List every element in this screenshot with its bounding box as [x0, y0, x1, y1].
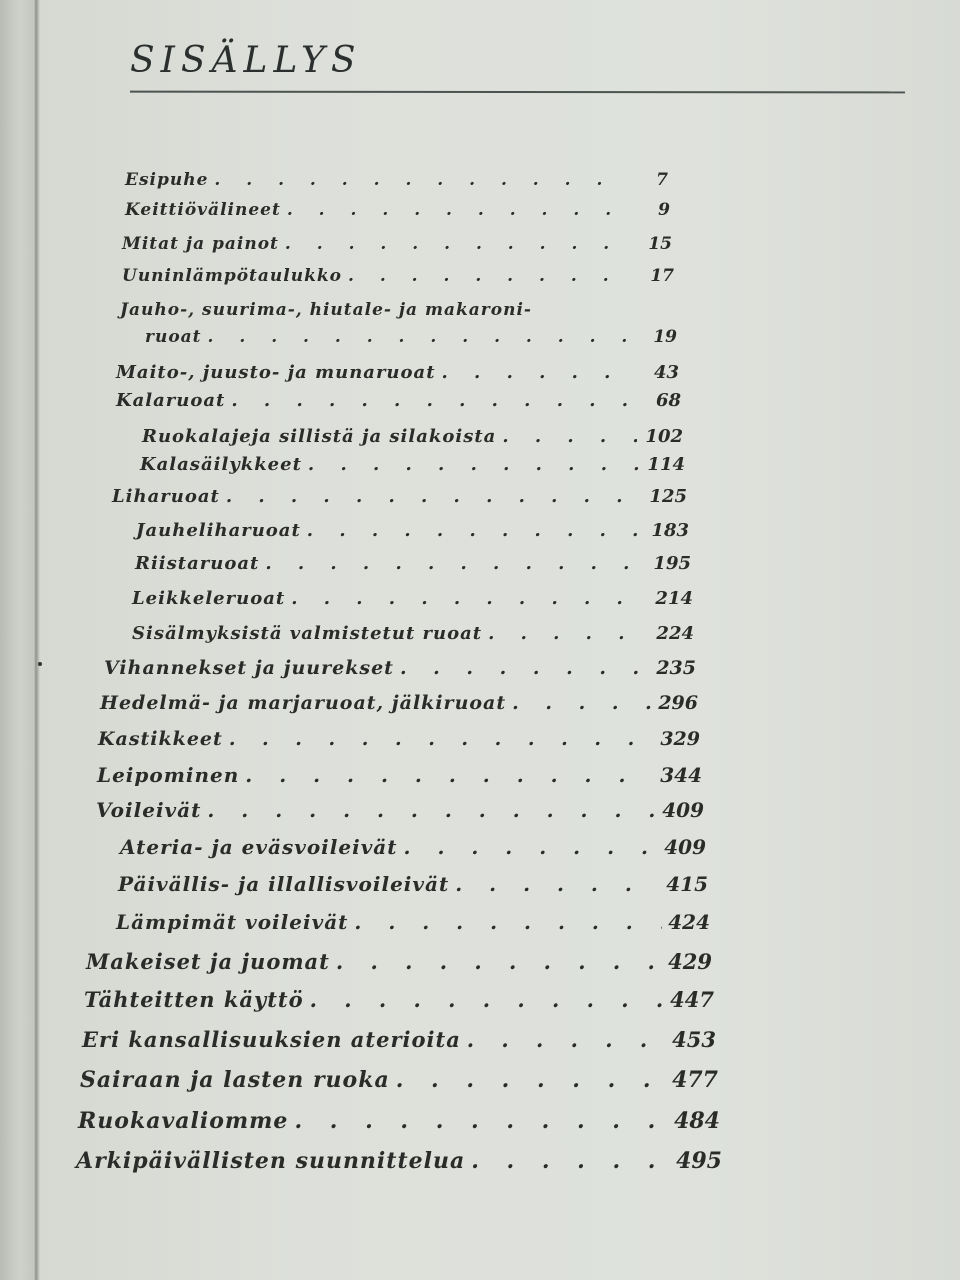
toc-entry-page: 19: [653, 327, 677, 347]
toc-entry-page: 224: [656, 623, 694, 644]
dot-leader: [207, 798, 656, 822]
toc-entry-page: 477: [672, 1067, 718, 1093]
toc-entry: [118, 872, 708, 896]
toc-entry: [80, 1067, 718, 1093]
toc-entry-page: 183: [651, 520, 689, 541]
toc-entry-label: Lämpimät voileivät: [116, 910, 349, 934]
toc-entry-page: 329: [660, 728, 700, 750]
toc-entry: [136, 520, 689, 541]
dot-leader: [229, 728, 654, 750]
toc-entry-label: Uuninlämpötaulukko: [122, 266, 342, 286]
dot-leader: [231, 390, 635, 411]
toc-entry-label: Mitat ja painot: [122, 234, 279, 254]
toc-entry-label: Kastikkeet: [98, 728, 223, 750]
toc-entry: [97, 763, 702, 787]
toc-entry: [122, 266, 674, 286]
toc-entry-label: Esipuhe: [125, 170, 209, 190]
toc-entry: [78, 1108, 720, 1134]
toc-entry: [84, 987, 714, 1012]
toc-entry-label: Sairaan ja lasten ruoka: [80, 1067, 390, 1093]
toc-entry-page: 9: [658, 200, 670, 220]
dot-leader: [307, 520, 643, 541]
toc-entry-page: 43: [653, 362, 679, 383]
toc-entry-page: 453: [672, 1027, 716, 1052]
toc-entry: [100, 692, 698, 714]
dot-leader: [442, 362, 633, 383]
toc-entry-label: Leikkeleruoat: [132, 588, 286, 609]
dot-leader: [308, 454, 639, 475]
toc-entry: [122, 234, 672, 254]
toc-entry-label: Makeiset ja juomat: [86, 949, 330, 974]
toc-entry: [120, 835, 706, 859]
toc-entry-page: 415: [666, 872, 708, 896]
dot-leader: [285, 234, 626, 254]
toc-entry-label: Eri kansallisuuksien aterioita: [82, 1027, 461, 1052]
toc-entry: [86, 949, 712, 974]
toc-entry: [132, 623, 694, 644]
dot-leader: [404, 835, 659, 859]
toc-entry: [140, 454, 685, 475]
toc-entry: [98, 728, 700, 750]
toc-entry: [135, 553, 691, 574]
toc-entry-label: Päivällis- ja illallisvoileivät: [118, 872, 450, 896]
toc-entry-page: 296: [658, 692, 698, 714]
toc-entry-label: Vihannekset ja juurekset: [104, 657, 394, 679]
toc-entry-page: 495: [676, 1148, 722, 1174]
dot-leader: [400, 657, 650, 679]
toc-entry: [76, 1148, 722, 1174]
dot-leader: [245, 763, 654, 787]
toc-entry-page: 17: [650, 266, 674, 286]
title-rule: [130, 91, 905, 94]
toc-entry-label: Ruokavaliomme: [78, 1108, 289, 1134]
dot-leader: [354, 910, 662, 934]
toc-entry-label: Maito-, juusto- ja munaruoat: [116, 362, 436, 383]
toc-entry-label: Kalaruoat: [116, 390, 226, 411]
toc-entry: [142, 426, 683, 447]
dot-leader: [208, 327, 631, 347]
toc-entry-page: 195: [653, 553, 691, 574]
toc-entry-page: 424: [668, 910, 710, 934]
toc-entry: [104, 657, 696, 679]
toc-entry-page: 68: [655, 390, 681, 411]
dot-leader: [471, 1148, 670, 1174]
page-title: SISÄLLYS: [130, 40, 362, 81]
toc-entry-label: Keittiövälineet: [125, 200, 281, 220]
toc-entry-label: Kalasäilykkeet: [140, 454, 302, 475]
toc-entry-page: 484: [674, 1108, 720, 1134]
toc-entry: [82, 1027, 716, 1052]
toc-entry-page: 7: [656, 170, 668, 190]
dot-leader: [455, 872, 660, 896]
toc-entry: [120, 300, 610, 320]
toc-entry-label: Tähteitten käyttö: [84, 987, 304, 1012]
toc-entry: [96, 798, 704, 822]
toc-entry: [132, 588, 693, 609]
toc-entry: [125, 170, 668, 190]
toc-entry-page: 409: [662, 798, 704, 822]
toc-entry-page: 15: [648, 234, 672, 254]
toc-entry-page: 409: [664, 835, 706, 859]
dot-leader: [294, 1108, 668, 1134]
toc-entry-label: Hedelmä- ja marjaruoat, jälkiruoat: [100, 692, 507, 714]
toc-entry-label: ruoat: [145, 327, 202, 347]
toc-entry-page: 214: [655, 588, 693, 609]
dot-leader: [348, 266, 628, 286]
toc-entry: [116, 362, 679, 383]
toc-entry-label: Voileivät: [96, 798, 202, 822]
toc-entry-label: Jauho-, suurima-, hiutale- ja makaroni-: [120, 300, 532, 320]
dot-leader: [488, 623, 648, 644]
dot-leader: [226, 486, 641, 507]
toc-entry-label: Ruokalajeja sillistä ja silakoista: [142, 426, 497, 447]
toc-entry-page: 235: [656, 657, 696, 679]
toc-entry-label: Jauheliharuoat: [136, 520, 301, 541]
dot-leader: [512, 692, 652, 714]
dot-leader: [336, 949, 662, 974]
toc-entry: [116, 910, 710, 934]
toc-entry-page: 125: [649, 486, 687, 507]
dot-leader: [214, 170, 622, 190]
toc-entry-label: Liharuoat: [112, 486, 220, 507]
toc-entry-label: Arkipäivällisten suunnittelua: [76, 1148, 466, 1174]
dot-leader: [467, 1027, 666, 1052]
toc-entry-page: 447: [670, 987, 714, 1012]
toc-entry-label: Leipominen: [97, 763, 240, 787]
toc-entry-page: 102: [645, 426, 683, 447]
toc-entry-label: Ateria- ja eväsvoileivät: [120, 835, 398, 859]
dot-leader: [396, 1067, 666, 1093]
toc-entry-page: 344: [660, 763, 702, 787]
toc-entry-label: Sisälmyksistä valmistetut ruoat: [132, 623, 483, 644]
toc-entry: [116, 390, 681, 411]
dot-leader: [502, 426, 637, 447]
toc-entry-label: Riistaruoat: [135, 553, 260, 574]
paper-speck: [38, 662, 42, 666]
toc-entry-page: 429: [668, 949, 712, 974]
toc-entry-page: 114: [647, 454, 685, 475]
dot-leader: [287, 200, 624, 220]
dot-leader: [265, 553, 645, 574]
dot-leader: [291, 588, 647, 609]
dot-leader: [310, 987, 665, 1012]
toc-entry: [125, 200, 670, 220]
toc-entry: [145, 327, 677, 347]
toc-entry: [112, 486, 687, 507]
